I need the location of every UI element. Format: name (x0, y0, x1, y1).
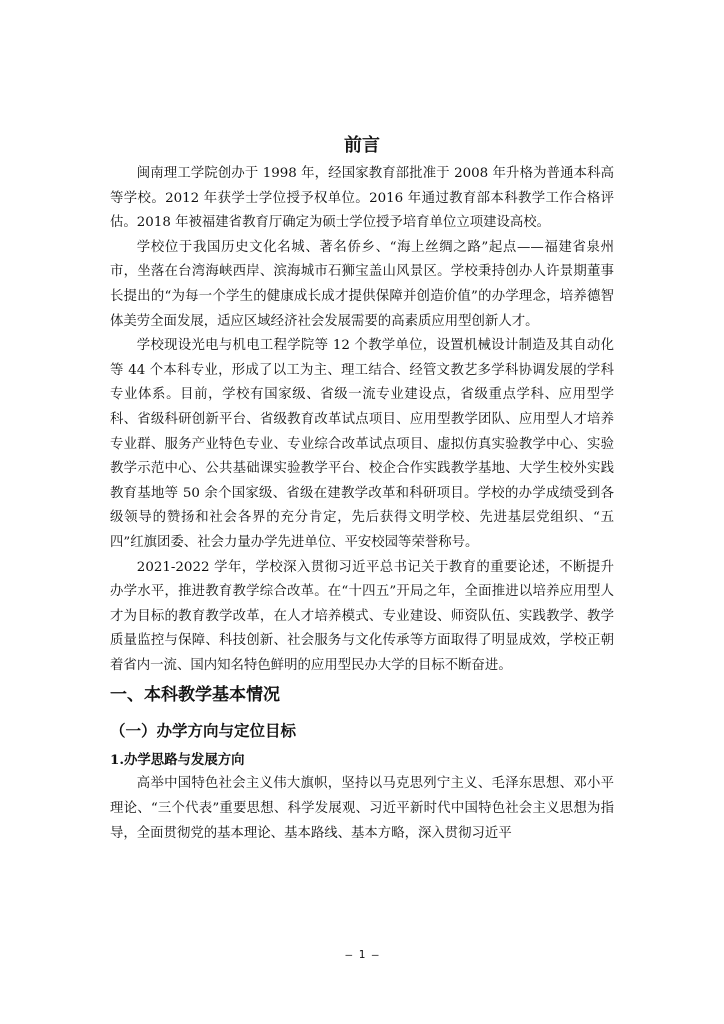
document-body (110, 162, 614, 846)
section-heading-level-1: 一、本科教学基本情况 (110, 685, 280, 706)
intro-paragraph-4: 2021-2022 学年，学校深入贯彻习近平总书记关于教育的重要论述，不断提升办学水平，推进教育教学综合改革。在“十四五”开局之年，全面推进以培养应用型人才为目标的教育教学改革，在人才培养模式、专业建设、师资队伍、实践教学、教学质量监控与保障、科技创新、社会服务与文化传承等方面取得了明显成效，学校正朝着省内一流、国内知名特色鲜明的应用型民办大学的目标不断奋进。 (110, 559, 614, 673)
section-paragraph: 高举中国特色社会主义伟大旗帜，坚持以马克思列宁主义、毛泽东思想、邓小平理论、“三个代表”重要思想、科学发展观、习近平新时代中国特色社会主义思想为指导，全面贯彻党的基本理论、基本路线、基本方略，深入贯彻习近平 (110, 776, 614, 841)
page-title: 前言 (344, 135, 380, 156)
intro-paragraph-3: 学校现设光电与机电工程学院等 12 个教学单位，设置机械设计制造及其自动化等 44 个本科专业，形成了以工为主、理工结合、经管文教艺多学科协调发展的学科专业体系。目前，学校有国家级、省级一流专业建设点，省级重点学科、应用型学科、省级科研创新平台、省级教育改革试点项目、应用型教学团队、应用型人才培养专业群、服务产业特色专业、专业综合改革试点项目、虚拟仿真实验教学中心、实验教学示范中心、公共基础课实验教学平台、校企合作实践教学基地、大学生校外实践教育基地等 50 余个国家级、省级在建教学改革和科研项目。学校的办学成绩受到各级领导的赞扬和社会各界的充分肯定，先后获得文明学校、先进基层党组织、“五四”红旗团委、社会力量办学先进单位、平安校园等荣誉称号。 (110, 338, 614, 550)
section-heading-level-2: （一）办学方向与定位目标 (110, 721, 297, 741)
intro-paragraph-1: 闽南理工学院创办于 1998 年，经国家教育部批准于 2008 年升格为普通本科高等学校。2012 年获学士学位授予权单位。2016 年通过教育部本科教学工作合格评估。2018 年被福建省教育厅确定为硕士学位授予培育单位立项建设高校。 (110, 166, 614, 231)
intro-paragraph-2: 学校位于我国历史文化名城、著名侨乡、“海上丝绸之路”起点——福建省泉州市，坐落在台湾海峡西岸、滨海城市石狮宝盖山风景区。学校秉持创办人许景期董事长提出的“为每一个学生的健康成长成才提供保障并创造价值”的办学理念，培养德智体美劳全面发展，适应区域经济社会发展需要的高素质应用型创新人才。 (110, 239, 614, 329)
page-number: — 1 — (345, 948, 379, 961)
section-heading-level-3: 1.办学思路与发展方向 (110, 752, 245, 769)
